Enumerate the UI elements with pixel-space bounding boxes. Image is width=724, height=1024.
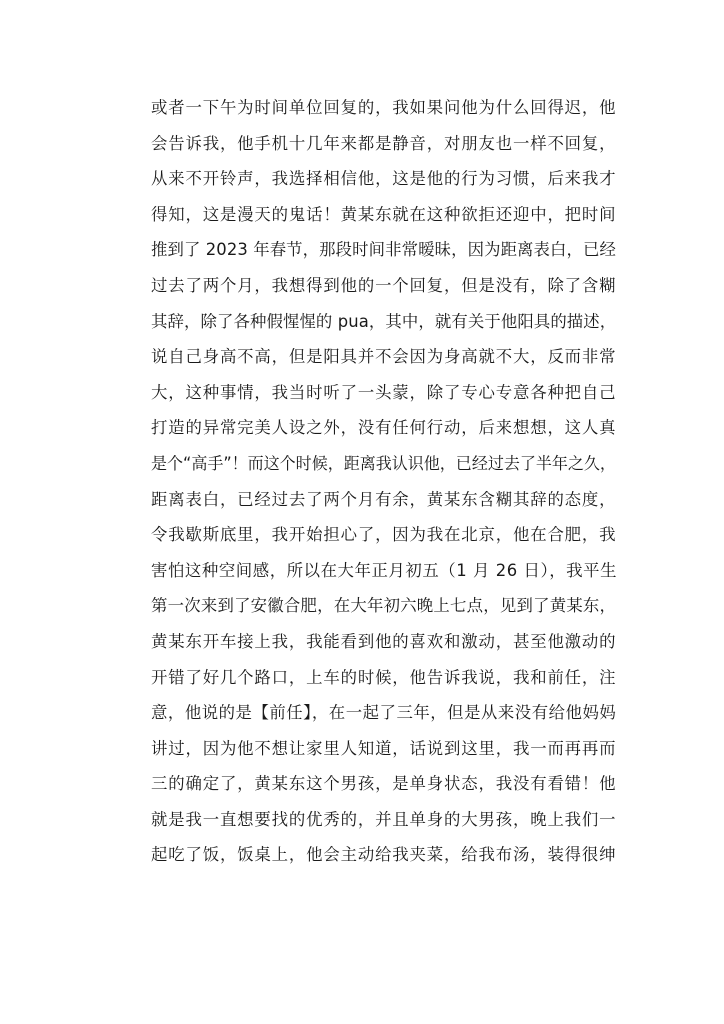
text-line-21: 就是我一直想要找的优秀的，并且单身的大男孩，晚上我们一 — [151, 809, 617, 829]
text-line-10: 打造的异常完美人设之外，没有任何行动，后来想想，这人真 — [151, 418, 617, 438]
text-line-20: 三的确定了，黄某东这个男孩，是单身状态，我没有看错！他 — [151, 774, 617, 794]
text-line-8: 说自己身高不高，但是阳具并不会因为身高就不大，反而非常 — [151, 347, 617, 367]
text-line-19: 讲过，因为他不想让家里人知道，话说到这里，我一而再再而 — [151, 738, 617, 758]
text-line-1: 或者一下午为时间单位回复的，我如果问他为什么回得迟，他 — [151, 98, 617, 117]
text-line-14: 害怕这种空间感，所以在大年正月初五（1 月 26 日），我平生 — [151, 560, 618, 580]
text-line-11: 是个“高手”！而这个时候，距离我认识他，已经过去了半年之久， — [151, 453, 616, 473]
body-paragraph — [151, 90, 621, 873]
text-line-22: 起吃了饭，饭桌上，他会主动给我夹菜，给我布汤，装得很绅 — [151, 845, 617, 865]
text-line-5: 推到了 2023 年春节，那段时间非常暧昧，因为距离表白，已经 — [151, 240, 616, 260]
text-line-2: 会告诉我，他手机十几年来都是静音，对朋友也一样不回复， — [151, 133, 617, 153]
text-line-12: 距离表白，已经过去了两个月有余，黄某东含糊其辞的态度， — [151, 489, 617, 509]
text-line-7: 其辞，除了各种假惺惺的 pua，其中，就有关于他阳具的描述， — [151, 311, 617, 331]
text-line-18: 意，他说的是【前任】，在一起了三年，但是从来没有给他妈妈 — [151, 703, 617, 723]
text-line-6: 过去了两个月，我想得到他的一个回复，但是没有，除了含糊 — [151, 275, 617, 295]
text-line-13: 令我歇斯底里，我开始担心了，因为我在北京，他在合肥，我 — [151, 525, 617, 545]
text-line-4: 得知，这是漫天的鬼话！黄某东就在这种欲拒还迎中，把时间 — [151, 204, 617, 224]
text-line-17: 开错了好几个路口，上车的时候，他告诉我说，我和前任，注 — [151, 667, 617, 687]
text-line-9: 大，这种事情，我当时听了一头蒙，除了专心专意各种把自己 — [151, 382, 617, 402]
text-line-3: 从来不开铃声，我选择相信他，这是他的行为习惯，后来我才 — [151, 169, 617, 189]
text-line-16: 黄某东开车接上我，我能看到他的喜欢和激动，甚至他激动的 — [151, 631, 617, 651]
text-line-15: 第一次来到了安徽合肥，在大年初六晚上七点，见到了黄某东， — [151, 596, 617, 616]
